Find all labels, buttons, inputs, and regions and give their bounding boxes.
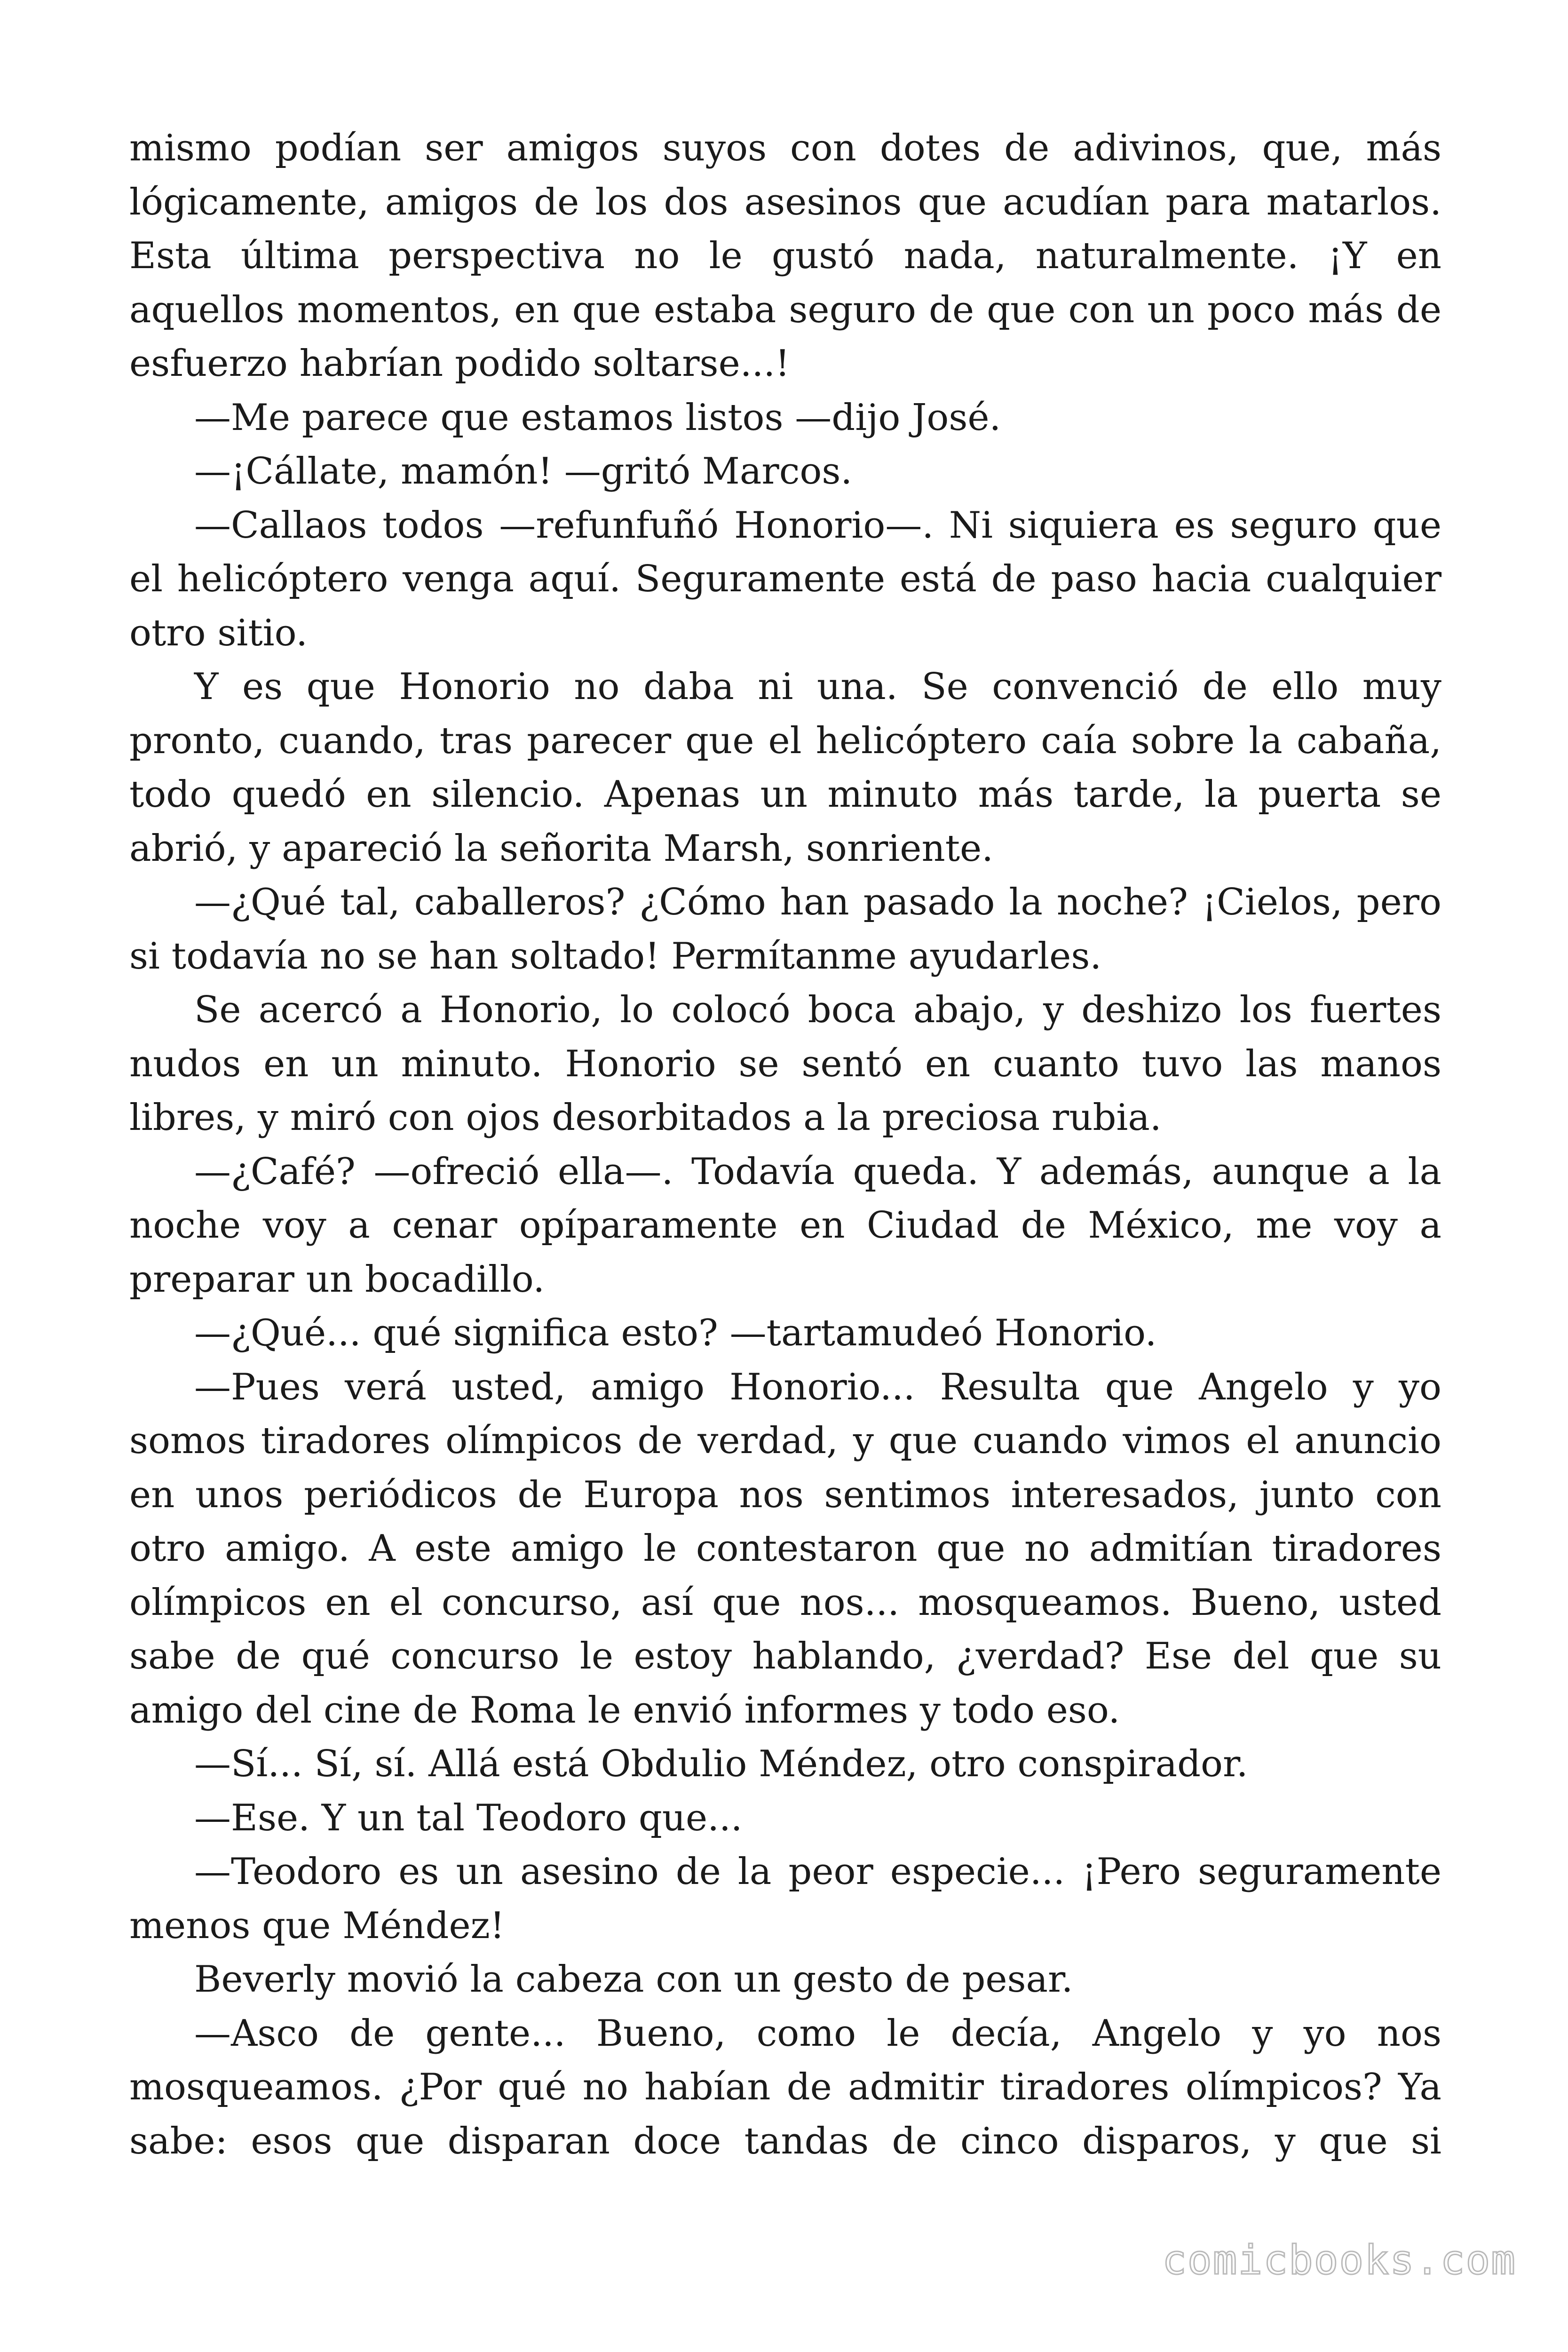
paragraph: —Teodoro es un asesino de la peor especie... ¡Pero seguramente menos que Méndez! [129,1851,1441,1947]
paragraph: mismo podían ser amigos suyos con dotes de adivinos, que, más lógicamente, amigos de los dos asesinos que acudían para matarlos. Esta última perspectiva no le gustó nada, naturalmente. ¡Y en aquellos momentos, en que estaba seguro de que con un poco más de esfuerzo habrían podido soltarse...! [129,127,1441,385]
paragraph: —Me parece que estamos listos —dijo José. [194,396,1001,439]
paragraph: —Ese. Y un tal Teodoro que... [194,1796,743,1839]
paragraph: —Callaos todos —refunfuñó Honorio—. Ni siquiera es seguro que el helicóptero venga aquí. Seguramente está de paso hacia cualquier otro sitio. [129,504,1441,654]
paragraph: —¿Qué tal, caballeros? ¿Cómo han pasado la noche? ¡Cielos, pero si todavía no se han soltado! Permítanme ayudarles. [129,881,1441,977]
paragraph: Beverly movió la cabeza con un gesto de pesar. [194,1958,1073,2001]
paragraph: Y es que Honorio no daba ni una. Se convenció de ello muy pronto, cuando, tras parecer que el helicóptero caía sobre la cabaña, todo quedó en silencio. Apenas un minuto más tarde, la puerta se abrió, y apareció la señorita Marsh, sonriente. [129,666,1441,870]
watermark-logo: comicbooks.com [1162,2237,1516,2284]
paragraph: —¡Cállate, mamón! —gritó Marcos. [194,450,853,493]
paragraph: —Asco de gente... Bueno, como le decía, Angelo y yo nos mosqueamos. ¿Por qué no habían de admitir tiradores olímpicos? Ya sabe: esos que disparan doce tandas de cinco disparos, y que si [129,2012,1441,2162]
paragraph: —Pues verá usted, amigo Honorio... Resulta que Angelo y yo somos tiradores olímpicos de verdad, y que cuando vimos el anuncio en unos periódicos de Europa nos sentimos interesados, junto con otro amigo. A este amigo le contestaron que no admitían tiradores olímpicos en el concurso, así que nos... mosqueamos. Bueno, usted sabe de qué concurso le estoy hablando, ¿verdad? Ese del que su amigo del cine de Roma le envió informes y todo eso. [129,1366,1441,1732]
paragraph: Se acercó a Honorio, lo colocó boca abajo, y deshizo los fuertes nudos en un minuto. Honorio se sentó en cuanto tuvo las manos libres, y miró con ojos desorbitados a la preciosa rubia. [129,989,1441,1139]
paragraph: —¿Qué... qué significa esto? —tartamudeó Honorio. [194,1312,1157,1354]
paragraph: —¿Café? —ofreció ella—. Todavía queda. Y además, aunque a la noche voy a cenar opíparamente en Ciudad de México, me voy a preparar un bocadillo. [129,1150,1441,1301]
paragraph: —Sí... Sí, sí. Allá está Obdulio Méndez, otro conspirador. [194,1743,1248,1785]
page-body-text [129,121,1441,2168]
